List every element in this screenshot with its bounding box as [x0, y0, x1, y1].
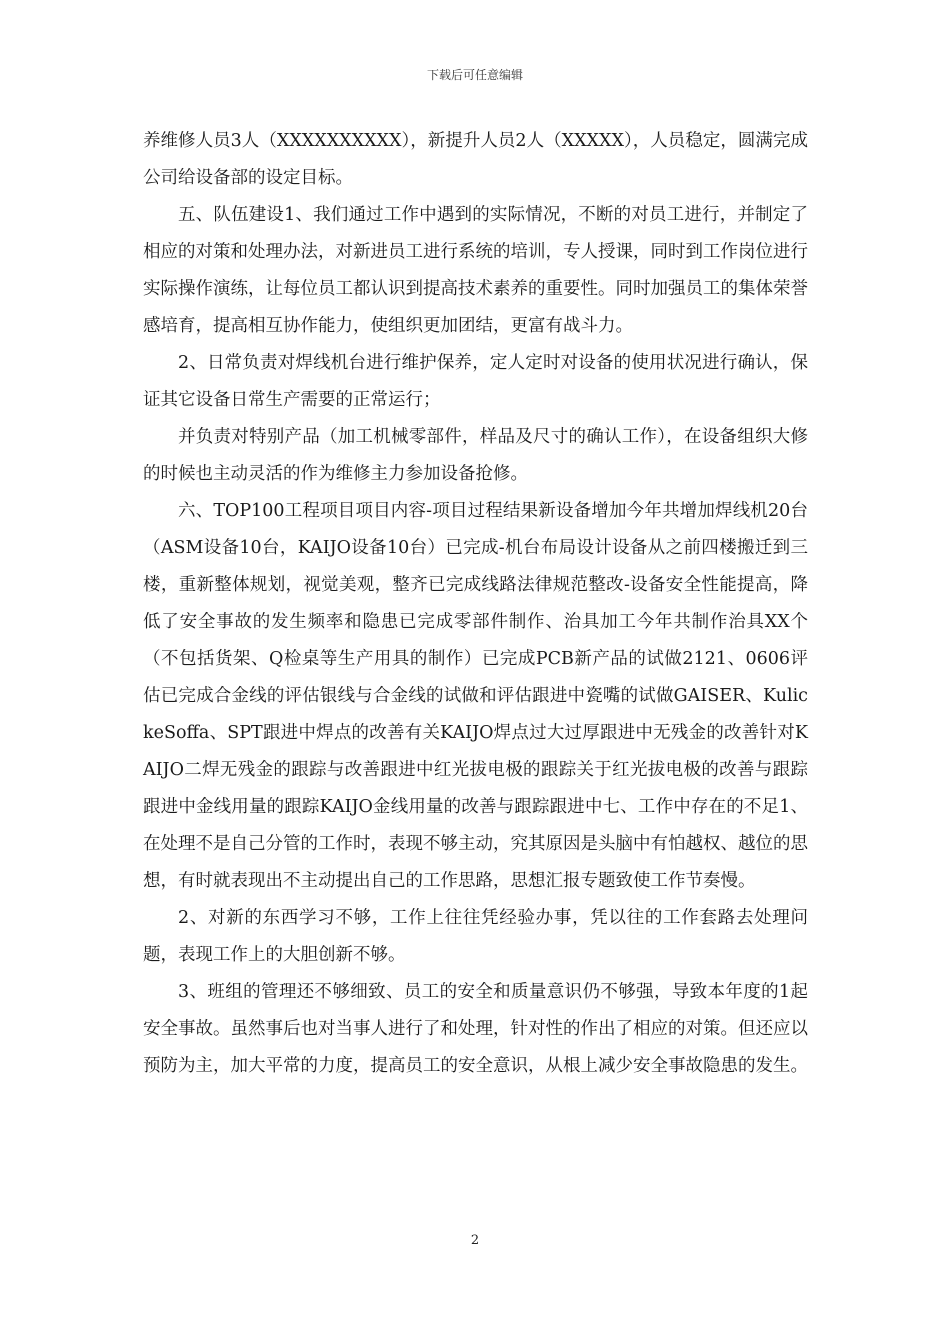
paragraph-shortcoming-3: 3、班组的管理还不够细致、员工的安全和质量意识仍不够强，导致本年度的1起安全事故。虽然事后也对当事人进行了和处理，针对性的作出了相应的对策。但还应以预防为主，加大平常的力度，提高员工的安全意识，从根上减少安全事故隐患的发生。: [143, 982, 808, 1076]
page-header-note: 下载后可任意编辑: [426, 68, 523, 82]
paragraph-team-building: 五、队伍建设1、我们通过工作中遇到的实际情况，不断的对员工进行，并制定了相应的对策和处理办法，对新进员工进行系统的培训，专人授课，同时到工作岗位进行实际操作演练，让每位员工都认识到提高技术素养的重要性。同时加强员工的集体荣誉感培育，提高相互协作能力，使组织更加团结，更富有战斗力。: [143, 205, 808, 336]
page-number: 2: [470, 1233, 480, 1248]
paragraph-daily-maintenance: 2、日常负责对焊线机台进行维护保养，定人定时对设备的使用状况进行确认，保证其它设备日常生产需要的正常运行；: [143, 353, 808, 410]
paragraph-shortcoming-2: 2、对新的东西学习不够，工作上往往凭经验办事，凭以往的工作套路去处理问题，表现工作上的大胆创新不够。: [143, 908, 808, 965]
paragraph-special-products: 并负责对特别产品（加工机械零部件，样品及尺寸的确认工作），在设备组织大修的时候也主动灵活的作为维修主力参加设备抢修。: [143, 427, 808, 484]
paragraph-top100-projects: 六、TOP100工程项目项目内容-项目过程结果新设备增加今年共增加焊线机20台（ASM设备10台，KAIJO设备10台）已完成-机台布局设计设备从之前四楼搬迁到三楼，重新整体规划，视觉美观，整齐已完成线路法律规范整改-设备安全性能提高，降低了安全事故的发生频率和隐患已完成零部件制作、治具加工今年共制作治具XX个（不包括货架、Q检桌等生产用具的制作）已完成PCB新产品的试做2121、0606评估已完成合金线的评估银线与合金线的试做和评估跟进中瓷嘴的试做GAISER、KulickeSoffa、SPT跟进中焊点的改善有关KAIJO焊点过大过厚跟进中无残金的改善针对KAIJO二焊无残金的跟踪与改善跟进中红光拔电极的跟踪关于红光拔电极的改善与跟踪跟进中金线用量的跟踪KAIJO金线用量的改善与跟踪跟进中七、工作中存在的不足1、在处理不是自己分管的工作时，表现不够主动，究其原因是头脑中有怕越权、越位的思想，有时就表现出不主动提出自己的工作思路，思想汇报专题致使工作节奏慢。: [143, 501, 808, 891]
document-body: [143, 123, 808, 1085]
paragraph-staff-continued: 养维修人员3人（XXXXXXXXXX），新提升人员2人（XXXXX），人员稳定，圆满完成公司给设备部的设定目标。: [143, 131, 808, 188]
